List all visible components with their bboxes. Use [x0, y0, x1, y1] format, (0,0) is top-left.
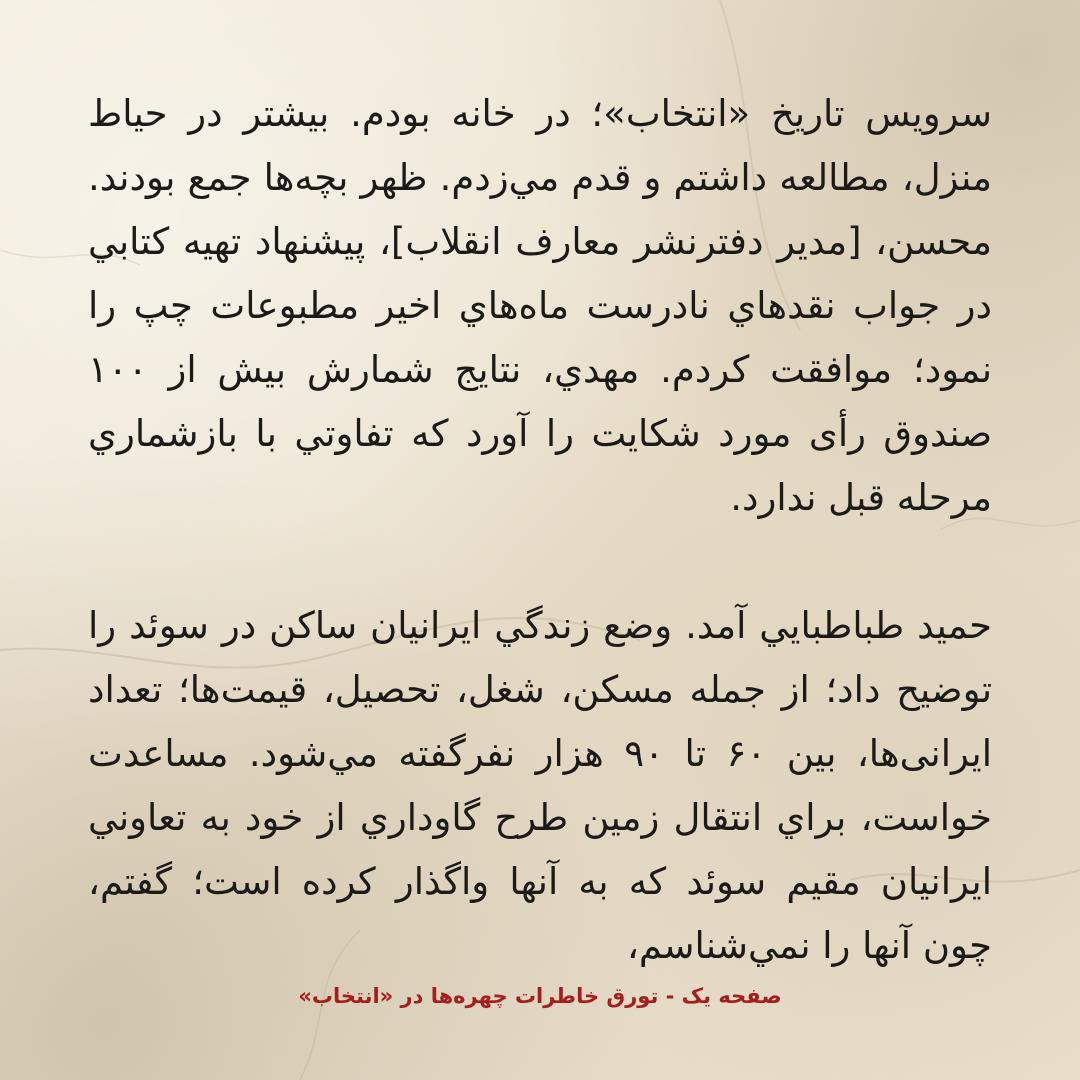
page-caption: صفحه یک - تورق خاطرات چهره‌ها در «انتخاب» [298, 984, 782, 1008]
paragraph-spacer [88, 530, 992, 594]
memoir-text [88, 82, 992, 978]
paragraph-2: حميد طباطبايي آمد. وضع زندگي ايرانيان ساكن در سوئد را توضيح داد؛ از جمله مسكن، شغل، تحصيل، قيمت‌ها؛ تعداد ايرانی‌ها، بين ۶۰ تا ۹۰ هزار نفرگفته مي‌شود. مساعدت خواست، براي انتقال زمين طرح گاوداري از خود به تعاوني ايرانيان مقيم سوئد كه به آنها واگذار كرده است؛ گفتم، چون آنها را نمي‌شناسم، [88, 604, 992, 967]
paragraph-1: سرويس تاريخ «انتخاب»؛ در خانه بودم. بيشتر در حياط منزل، مطالعه داشتم و قدم مي‌زدم. ظهر بچه‌ها جمع بودند. محسن، [مدير دفترنشر معارف انقلاب]، پيشنهاد تهيه كتابي در جواب نقدهاي نادرست ماه‌هاي اخير مطبوعات چپ را نمود؛ موافقت كردم. مهدي، نتايج شمارش بيش از ۱۰۰ صندوق رأى مورد شكايت را آورد كه تفاوتي با بازشماري مرحله قبل ندارد. [88, 92, 992, 519]
